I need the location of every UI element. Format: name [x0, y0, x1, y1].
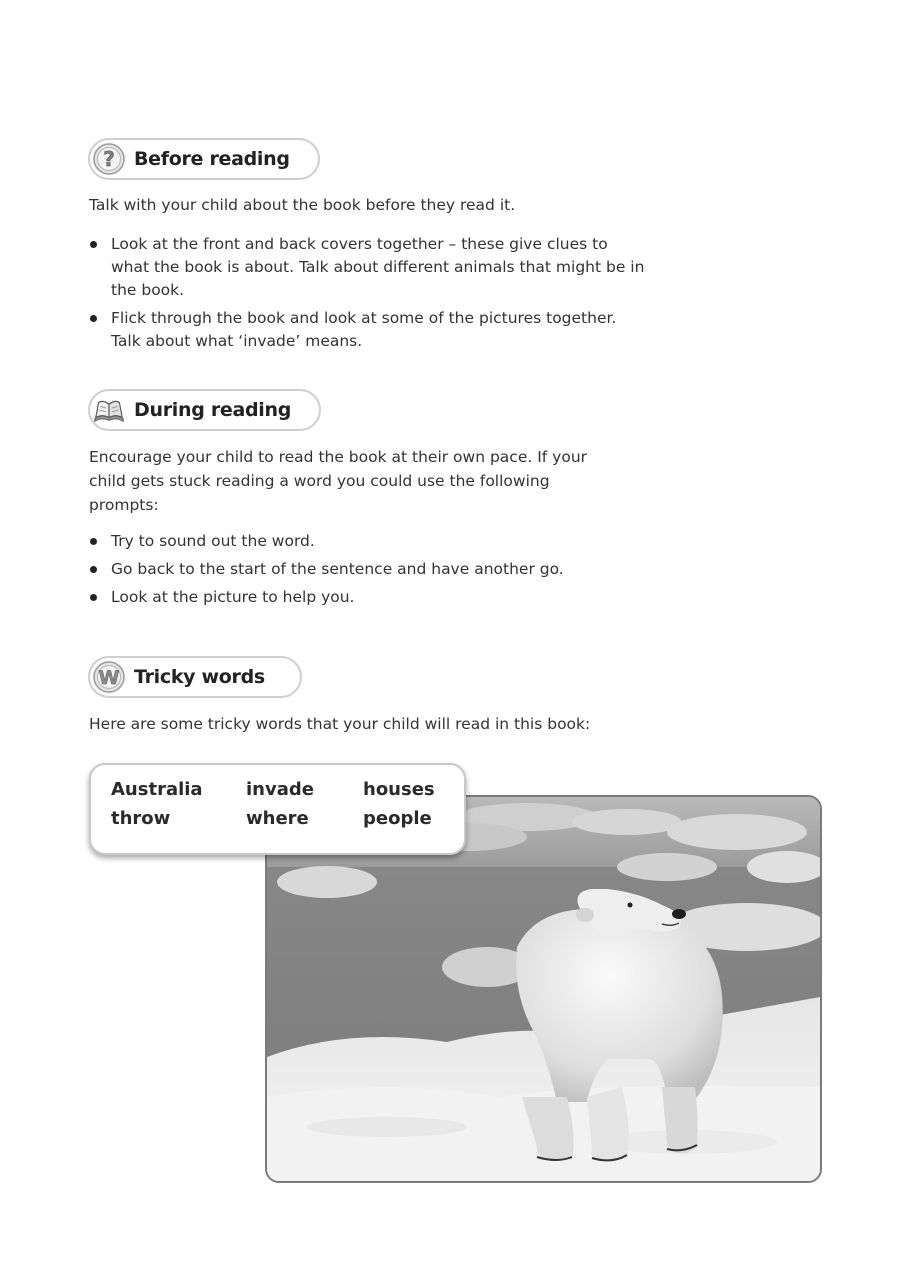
list-item: Look at the picture to help you. — [89, 586, 649, 609]
during-reading-intro: Encourage your child to read the book at their own pace. If your child gets stuck reading a word you could use the following prompts: — [89, 448, 588, 514]
tricky-words-header — [88, 656, 302, 698]
tricky-word: invade — [246, 779, 314, 800]
list-item: Try to sound out the word. — [89, 530, 649, 553]
before-reading-list — [89, 233, 649, 353]
tricky-word: throw — [111, 808, 171, 829]
before-reading-header — [88, 138, 320, 180]
letter-w-icon — [92, 660, 126, 694]
during-reading-list — [89, 530, 649, 609]
question-mark-icon — [92, 142, 126, 176]
svg-text:?: ? — [103, 147, 115, 171]
during-reading-header — [88, 389, 321, 431]
tricky-words-title: Tricky words — [134, 666, 265, 688]
before-reading-title: Before reading — [134, 148, 290, 170]
list-item: Flick through the book and look at some of the pictures together. Talk about what ‘invade’ means. — [89, 307, 649, 353]
tricky-words-grid — [111, 779, 463, 829]
tricky-words-box — [89, 763, 466, 855]
open-book-icon — [92, 393, 126, 427]
tricky-word: people — [363, 808, 432, 829]
tricky-word: where — [246, 808, 309, 829]
list-item: Go back to the start of the sentence and have another go. — [89, 558, 649, 581]
during-reading-title: During reading — [134, 399, 292, 421]
before-reading-intro: Talk with your child about the book before they read it. — [89, 196, 516, 214]
tricky-word: houses — [363, 779, 435, 800]
list-item: Look at the front and back covers together – these give clues to what the book is about. Talk about different animals that might be in the book. — [89, 233, 649, 302]
tricky-word: Australia — [111, 779, 203, 800]
svg-text:W: W — [98, 667, 120, 689]
tricky-words-intro: Here are some tricky words that your child will read in this book: — [89, 715, 591, 733]
